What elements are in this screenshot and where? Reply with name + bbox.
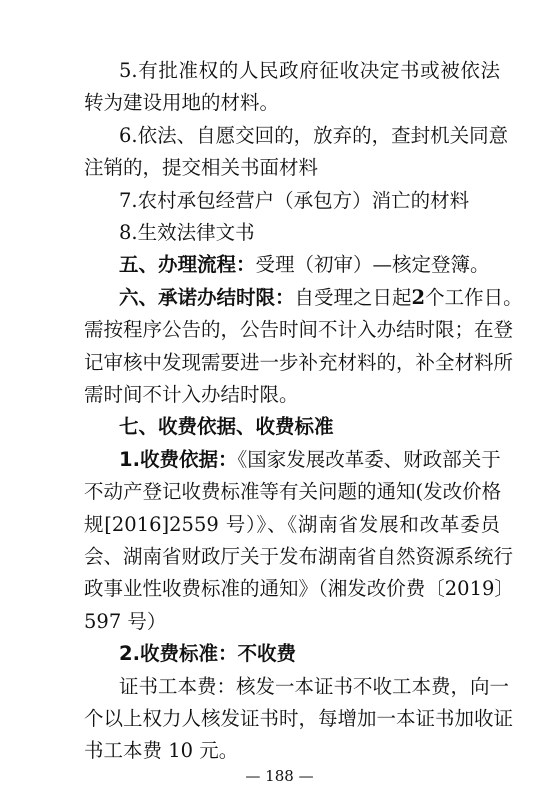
fee-basis-paragraph	[119, 445, 500, 475]
time-limit-text-before: 自受理之日起	[294, 285, 412, 309]
page-number: — 188 —	[245, 767, 314, 785]
time-limit-paragraph	[119, 283, 523, 313]
fee-basis-line-6: 597 号）	[84, 609, 167, 633]
time-limit-line-3: 记审核中发现需要进一步补充材料的，补全材料所	[84, 350, 514, 374]
time-limit-heading: 六、承诺办结时限：	[119, 285, 295, 309]
text-line-item-6-cont: 注销的，提交相关书面材料	[84, 156, 319, 180]
fee-basis-line-1: 《国家发展改革委、财政部关于	[237, 447, 501, 471]
fee-basis-heading: 1.收费依据：	[119, 447, 238, 471]
time-limit-days: 2	[411, 285, 426, 309]
fee-basis-line-2: 不动产登记收费标准等有关问题的通知(发改价格	[84, 480, 502, 504]
fees-heading: 七、收费依据、收费标准	[119, 415, 334, 439]
process-paragraph	[119, 250, 500, 280]
fee-standard-line-3: 书工本费 10 元。	[84, 739, 239, 763]
text-line-item-6: 6.依法、自愿交回的，放弃的，查封机关同意	[119, 123, 509, 147]
text-line-item-5: 5.有批准权的人民政府征收决定书或被依法	[119, 59, 500, 82]
time-limit-line-4: 需时间不计入办结时限。	[84, 383, 299, 406]
time-limit-line-2: 需按程序公告的，公告时间不计入办结时限；在登	[84, 318, 514, 342]
time-limit-text-after: 个工作日。	[425, 285, 523, 309]
fee-standard-line-2: 个以上权力人核发证书时，每增加一本证书加收证	[84, 707, 514, 730]
fee-basis-line-5: 政事业性收费标准的通知》（湘发改价费〔2019〕	[84, 577, 514, 601]
fee-basis-line-4: 会、湖南省财政厅关于发布湖南省自然资源系统行	[84, 545, 514, 568]
process-heading: 五、办理流程：	[119, 253, 256, 277]
text-line-item-7: 7.农村承包经营户（承包方）消亡的材料	[119, 188, 470, 212]
fee-standard-heading: 2.收费标准：不收费	[119, 642, 296, 666]
text-line-item-5-cont: 转为建设用地的材料。	[84, 91, 280, 115]
process-text: 受理（初审）—核定登簿。	[255, 253, 490, 277]
fee-basis-line-3: 规[2016]2559 号）》、《湖南省发展和改革委员	[84, 512, 500, 536]
text-line-item-8: 8.生效法律文书	[119, 221, 255, 244]
fee-standard-line-1: 证书工本费：核发一本证书不收工本费，向一	[119, 674, 510, 698]
